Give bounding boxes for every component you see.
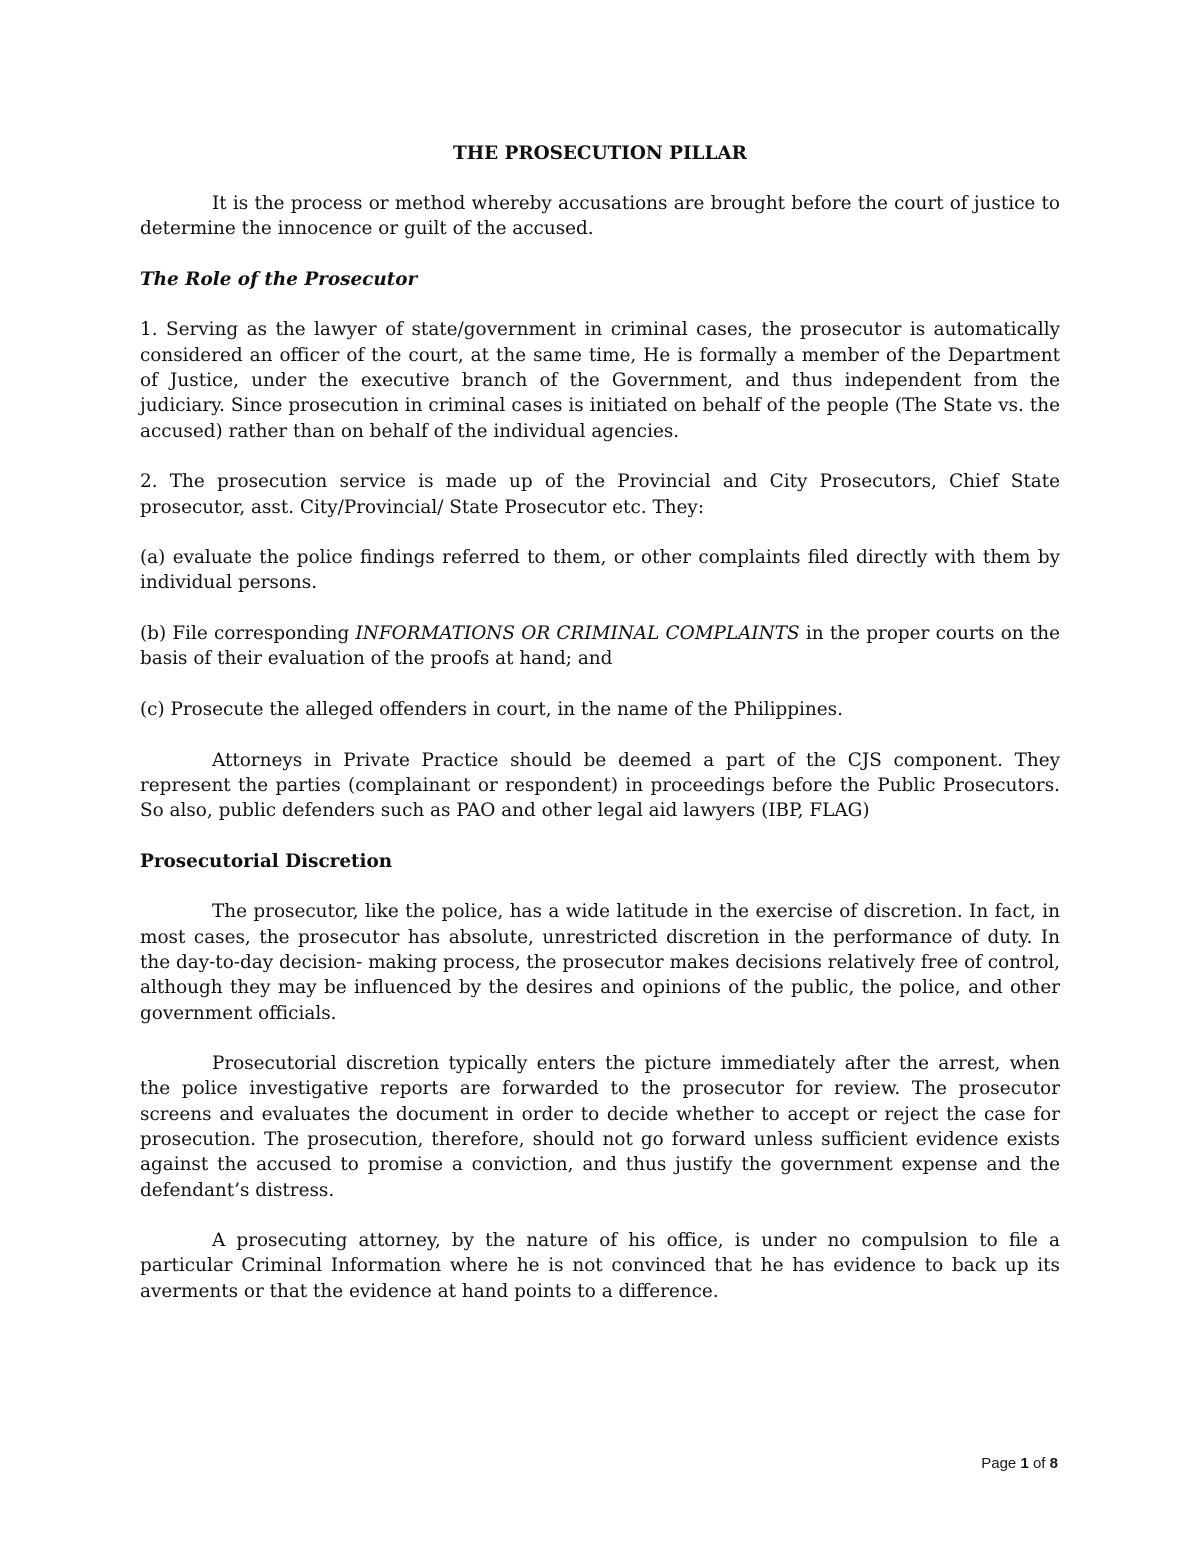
- attorneys-paragraph: Attorneys in Private Practice should be deemed a part of the CJS component. They represent the parties (complainant or respondent) in proceedings before the Public Prosecutors. So also, public defenders such as PAO and other legal aid lawyers (IBP, FLAG): [140, 749, 1060, 822]
- page-title: THE PROSECUTION PILLAR: [453, 143, 747, 164]
- intro-paragraph: It is the process or method whereby accusations are brought before the court of justice to determine the innocence or guilt of the accused.: [140, 193, 1060, 240]
- of-label: of: [1032, 1455, 1046, 1472]
- sub-item-b-start: (b) File corresponding: [140, 623, 356, 645]
- sub-item-b-end: in the proper courts on the basis of their evaluation of the proofs at hand; and: [140, 623, 1060, 670]
- page-content: [140, 141, 1060, 1329]
- discretion-heading: Prosecutorial Discretion: [140, 850, 393, 872]
- role-item-1: 1. Serving as the lawyer of state/government in criminal cases, the prosecutor is automatically considered an officer of the court, at the same time, He is formally a member of the Department of Justice, under the executive branch of the Government, and thus independent from the judiciary. Since prosecution in criminal cases is initiated on behalf of the people (The State vs. the accused) rather than on behalf of the individual agencies.: [140, 319, 1060, 442]
- role-sub-item-b: [140, 621, 1060, 672]
- page-number: 1: [1020, 1455, 1029, 1472]
- page-footer: [981, 1455, 1058, 1472]
- discretion-paragraph-1: The prosecutor, like the police, has a wide latitude in the exercise of discretion. In fact, in most cases, the prosecutor has absolute, unrestricted discretion in the performance of duty. In the day-to-day decision- making process, the prosecutor makes decisions relatively free of control, although they may be influenced by the desires and opinions of the public, the police, and other government officials.: [140, 901, 1060, 1024]
- role-sub-item-a: (a) evaluate the police findings referred to them, or other complaints filed directly with them by individual persons.: [140, 547, 1060, 594]
- total-pages: 8: [1049, 1455, 1058, 1472]
- page-label: Page: [981, 1455, 1017, 1472]
- sub-item-b-emphasis: INFORMATIONS OR CRIMINAL COMPLAINTS: [355, 623, 800, 645]
- role-heading: The Role of the Prosecutor: [140, 268, 418, 290]
- discretion-paragraph-3: A prosecuting attorney, by the nature of his office, is under no compulsion to file a particular Criminal Information where he is not convinced that he has evidence to back up its averments or that the evidence at hand points to a difference.: [140, 1230, 1060, 1302]
- role-item-2: 2. The prosecution service is made up of the Provincial and City Prosecutors, Chief State prosecutor, asst. City/Provincial/ State Prosecutor etc. They:: [140, 471, 1060, 518]
- discretion-paragraph-2: Prosecutorial discretion typically enters the picture immediately after the arrest, when the police investigative reports are forwarded to the prosecutor for review. The prosecutor screens and evaluates the document in order to decide whether to accept or reject the case for prosecution. The prosecution, therefore, should not go forward unless sufficient evidence exists against the accused to promise a conviction, and thus justify the government expense and the defendant’s distress.: [140, 1053, 1060, 1201]
- role-sub-item-c: (c) Prosecute the alleged offenders in court, in the name of the Philippines.: [140, 698, 843, 720]
